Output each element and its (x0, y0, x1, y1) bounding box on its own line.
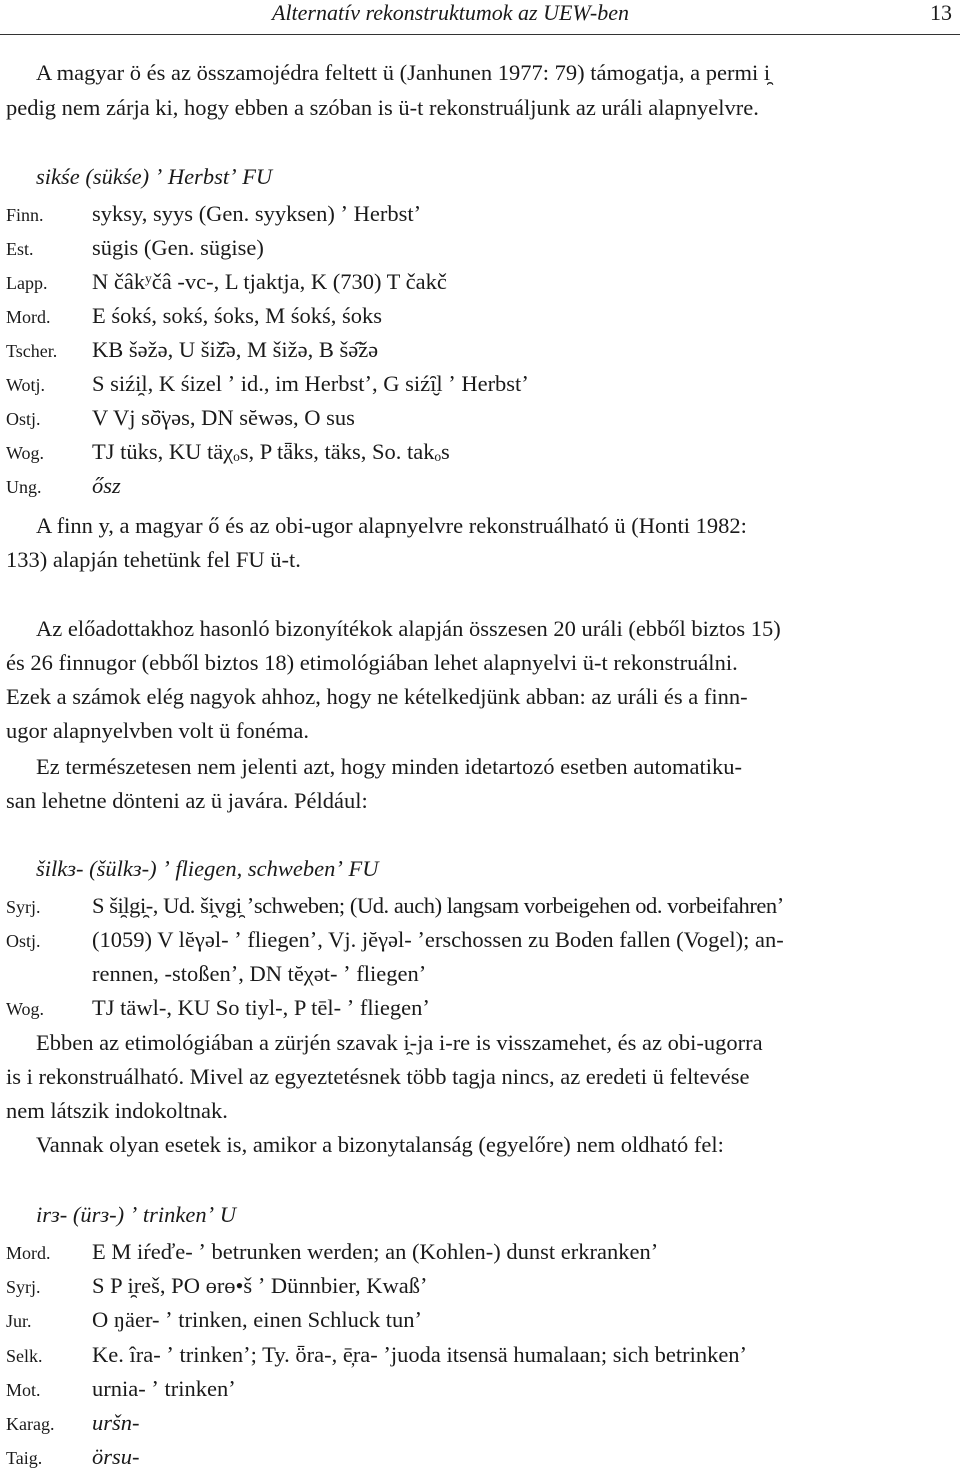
word-forms: TJ tüks, KU täχₒs, P tǟks, täks, So. takₒs (92, 439, 450, 464)
word-forms: S P i̯reš, PO ɵrɵ•š ʼ Dünnbier, Kwaßʼ (92, 1273, 428, 1298)
language-label: Ostj. (6, 931, 41, 951)
entry2-note-line: Vannak olyan esetek is, amikor a bizonytalanság (egyelőre) nem oldható fel: (36, 1132, 724, 1157)
word-forms: Ke. îra- ʼ trinkenʼ; Ty. ȫra-, ē̦ra- ʼjuoda itsensä humalaan; sich betrinkenʼ (92, 1342, 748, 1367)
language-label: Mot. (6, 1380, 41, 1400)
language-label: Ung. (6, 477, 42, 497)
word-forms: S ši̯lgi̯-, Ud. ši̯vgi̯ ʼschweben; (Ud. auch) langsam vorbeigehen od. vorbeifahrenʼ (92, 893, 784, 918)
word-forms: KB šəžə, U šiž̑ə, M šižə, B šə̑žə (92, 337, 379, 362)
word-forms: N čâkʸčâ -vc-, L tjaktja, K (730) T čakč (92, 269, 447, 294)
intro-line-1: A magyar ö és az összamojédra feltett ü (Janhunen 1977: 79) támogatja, a permi i̯ (36, 60, 771, 85)
word-forms: urnia- ʼ trinkenʼ (92, 1376, 236, 1401)
intro-line-2: pedig nem zárja ki, hogy ebben a szóban is ü-t rekonstruáljunk az uráli alapnyelvre. (6, 95, 759, 120)
running-header (0, 0, 960, 32)
word-forms: E M iŕeďe- ʼ betrunken werden; an (Kohlen-) dunst erkrankenʼ (92, 1239, 659, 1264)
language-label: Syrj. (6, 897, 41, 917)
word-forms: sügis (Gen. sügise) (92, 235, 264, 260)
language-label: Jur. (6, 1311, 32, 1331)
language-label: Mord. (6, 307, 51, 327)
language-label: Tscher. (6, 341, 58, 361)
word-forms: örsu- (92, 1444, 140, 1469)
entry2-note-line: nem látszik indokoltnak. (6, 1098, 228, 1123)
word-forms: (1059) V lĕγəl- ʼ fliegenʼ, Vj. jĕγəl- ʼerschossen zu Boden fallen (Vogel); an- (92, 927, 784, 952)
running-title: Alternatív rekonstruktumok az UEW-ben (272, 0, 630, 25)
language-label: Selk. (6, 1346, 43, 1366)
para2-line: Ez természetesen nem jelenti azt, hogy minden idetartozó esetben automatiku- (36, 754, 742, 779)
language-label: Taig. (6, 1448, 43, 1468)
language-label: Karag. (6, 1414, 55, 1434)
word-forms: syksy, syys (Gen. syyksen) ʼ Herbstʼ (92, 201, 422, 226)
word-forms: ősz (92, 473, 121, 498)
para2-line: Ezek a számok elég nagyok ahhoz, hogy ne kételkedjünk abban: az uráli és a finn- (6, 684, 748, 709)
para2-line: és 26 finnugor (ebből biztos 18) etimológiában lehet alapnyelvi ü-t rekonstruálni. (6, 650, 738, 675)
word-forms: rennen, -stoßenʼ, DN tĕχət- ʼ fliegenʼ (92, 961, 427, 986)
entry2-headword: šilkз- (šülkз-) ʼ fliegen, schwebenʼ FU (36, 856, 379, 881)
entry2-note-line: Ebben az etimológiában a zürjén szavak i̯-ja i-re is visszamehet, és az obi-ugorra (36, 1030, 763, 1055)
para2-line: Az előadottakhoz hasonló bizonyítékok alapján összesen 20 uráli (ebből biztos 15) (36, 616, 781, 641)
para2-line: san lehetne dönteni az ü javára. Például: (6, 788, 368, 813)
language-label: Syrj. (6, 1277, 41, 1297)
word-forms: O ŋäer- ʼ trinken, einen Schluck tunʼ (92, 1307, 422, 1332)
para2-line: ugor alapnyelvben volt ü fonéma. (6, 718, 310, 743)
entry1-headword: sikśe (sükśe) ʼ Herbstʼ FU (36, 164, 273, 189)
page-number: 13 (930, 0, 952, 25)
language-label: Wotj. (6, 375, 46, 395)
entry3-headword: irз- (ürз-) ʼ trinkenʼ U (36, 1202, 237, 1227)
language-label: Lapp. (6, 273, 48, 293)
word-forms: TJ täwl-, KU So tiyl-, P tēl- ʼ fliegenʼ (92, 995, 430, 1020)
word-forms: uršn- (92, 1410, 140, 1435)
language-label: Mord. (6, 1243, 51, 1263)
entry2-note-line: is i rekonstruálható. Mivel az egyeztetésnek több tagja nincs, az eredeti ü feltevése (6, 1064, 750, 1089)
header-rule (0, 34, 960, 35)
language-label: Wog. (6, 443, 45, 463)
language-label: Est. (6, 239, 34, 259)
entry1-note-line-2: 133) alapján tehetünk fel FU ü-t. (6, 547, 301, 572)
language-label: Ostj. (6, 409, 41, 429)
entry1-note-line-1: A finn y, a magyar ő és az obi-ugor alapnyelvre rekonstruálható ü (Honti 1982: (36, 513, 747, 538)
word-forms: E śokś, sokś, śoks, M śokś, śoks (92, 303, 383, 328)
word-forms: V Vj sŏ̈γəs, DN sĕwəs, O sus (92, 405, 355, 430)
language-label: Wog. (6, 999, 45, 1019)
language-label: Finn. (6, 205, 44, 225)
word-forms: S siźi̯l, K śizel ʼ id., im Herbstʼ, G siźȋ̮l ʼ Herbstʼ (92, 371, 529, 396)
